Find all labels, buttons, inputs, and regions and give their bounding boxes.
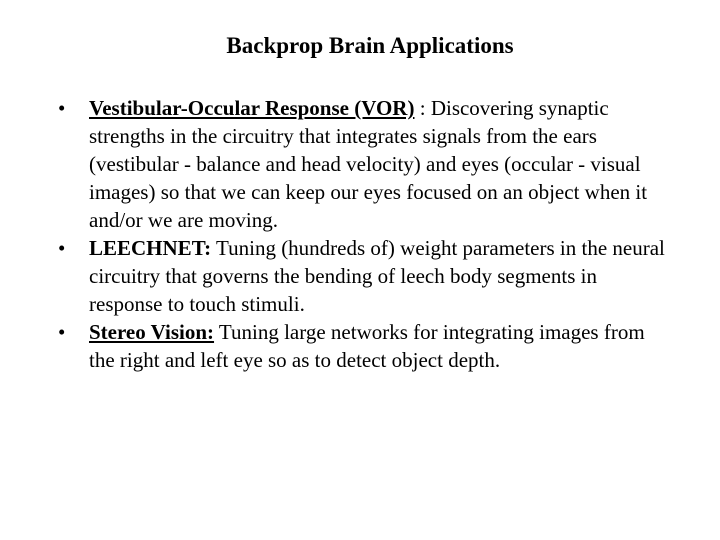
bullet-term-vor: Vestibular-Occular Response (VOR) [89,96,415,120]
bullet-dot-icon: • [58,236,66,260]
bullet-text-leechnet: Tuning (hundreds of) weight parameters in the neural circuitry that governs the bending of leech body segments in response to touch stimuli. [89,236,665,316]
bullet-text-vor: Discovering synaptic strengths in the circuitry that integrates signals from the ears (vestibular - balance and head velocity) and eyes (occular - visual images) so that we can keep our eyes focused on an object when it and/or we are moving. [89,96,648,232]
bullet-dot-icon: • [58,320,66,344]
bullet-vor [58,94,668,234]
bullet-stereo-vision [58,318,668,374]
bullet-leechnet [58,234,668,318]
bullet-list [58,94,668,374]
slide-title: Backprop Brain Applications [226,33,514,58]
bullet-term-stereo-vision: Stereo Vision: [89,320,215,344]
bullet-text-stereo-vision: Tuning large networks for integrating images from the right and left eye so as to detect object depth. [89,320,645,372]
bullet-dot-icon: • [58,96,66,120]
bullet-term-leechnet: LEECHNET: [89,236,212,260]
bullet-separator: : [414,96,431,120]
